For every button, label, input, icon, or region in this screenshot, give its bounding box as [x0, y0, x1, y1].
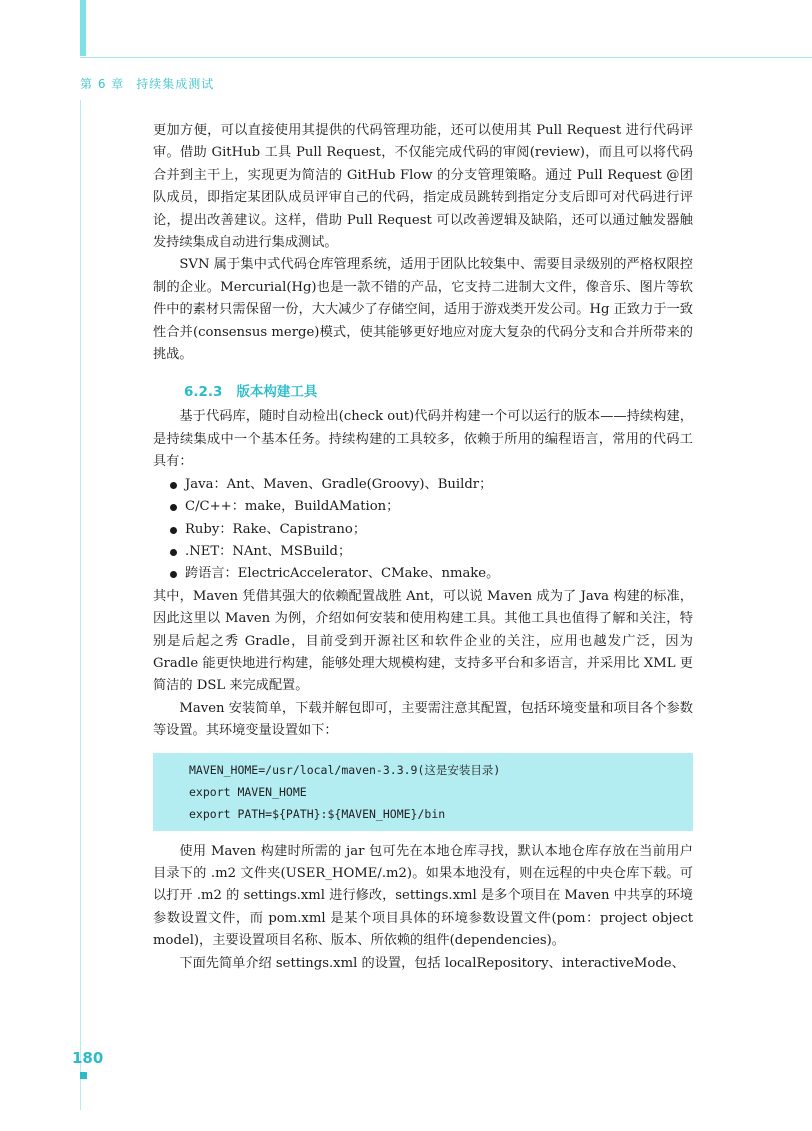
- paragraph-github: 更加方便，可以直接使用其提供的代码管理功能，还可以使用其 Pull Request 进行代码评审。借助 GitHub 工具 Pull Request，不仅能完成代码的审阅(review)，而且可以将代码合并到主干上，实现更为简洁的 GitHub Flow 的分支管理策略。通过 Pull Request @团队成员，即指定某团队成员评审自己的代码，指定成员跳转到指定分支后即可对代码进行评论，提出改善建议。这样，借助 Pull Request 可以改善逻辑及缺陷，还可以通过触发器触发持续集成自动进行集成测试。: [153, 123, 693, 251]
- page-marker-square: [80, 1072, 87, 1079]
- chapter-header: [80, 75, 214, 92]
- margin-rule: [80, 100, 81, 1110]
- code-block: [153, 753, 693, 831]
- section-title: 版本构建工具: [236, 384, 318, 401]
- section-number: 6.2.3: [184, 384, 223, 401]
- list-item: C/C++：make，BuildAMation；: [153, 496, 693, 518]
- tool-list: [153, 474, 693, 586]
- paragraph-svn: SVN 属于集中式代码仓库管理系统，适用于团队比较集中、需要目录级别的严格权限控制的企业。Mercurial(Hg)也是一款不错的产品，它支持二进制大文件，像音乐、图片等软件中的素材只需保留一份，大大减少了存储空间，适用于游戏类开发公司。Hg 正致力于一致性合并(consensus merge)模式，使其能够更好地应对庞大复杂的代码分支和合并所带来的挑战。: [153, 257, 693, 363]
- list-item: Java：Ant、Maven、Gradle(Groovy)、Buildr；: [153, 474, 693, 496]
- paragraph-section-intro: 基于代码库，随时自动检出(check out)代码并构建一个可以运行的版本——持续构建，是持续集成中一个基本任务。持续构建的工具较多，依赖于所用的编程语言，常用的代码工具有：: [153, 409, 693, 470]
- list-item: 跨语言：ElectricAccelerator、CMake、nmake。: [153, 563, 693, 585]
- chapter-label: 第 6 章: [80, 77, 125, 91]
- code-line: export PATH=${PATH}:${MAVEN_HOME}/bin: [189, 806, 446, 821]
- chapter-title: 持续集成测试: [136, 77, 215, 91]
- paragraph-settings: 下面先简单介绍 settings.xml 的设置，包括 localRepository、interactiveMode、: [179, 955, 685, 971]
- paragraph-repository: 使用 Maven 构建时所需的 jar 包可先在本地仓库寻找，默认本地仓库存放在当前用户目录下的 .m2 文件夹(USER_HOME/.m2)。如果本地没有，则在远程的中央仓库下载。可以打开 .m2 的 settings.xml 进行修改，settings.xml 是多个项目在 Maven 中共享的环境参数设置文件，而 pom.xml 是某个项目具体的环境参数设置文件(pom：project object model)，主要设置项目名称、版本、所依赖的组件(dependencies)。: [153, 843, 693, 949]
- code-line: export MAVEN_HOME: [189, 784, 307, 799]
- section-heading: [184, 380, 693, 400]
- paragraph-install: Maven 安装简单，下载并解包即可，主要需注意其配置，包括环境变量和项目各个参数等设置。其环境变量设置如下：: [153, 700, 693, 739]
- paragraph-maven: 其中，Maven 凭借其强大的依赖配置战胜 Ant，可以说 Maven 成为了 Java 构建的标准，因此这里以 Maven 为例，介绍如何安装和使用构建工具。其他工具也值得了解和关注，特别是后起之秀 Gradle，目前受到开源社区和软件企业的关注，应用也越发广泛，因为 Gradle 能更快地进行构建，能够处理大规模构建，支持多平台和多语言，并采用比 XML 更简洁的 DSL 来完成配置。: [153, 588, 693, 694]
- page-body: [153, 120, 693, 975]
- top-decoration-bar: [80, 0, 86, 56]
- list-item: .NET：NAnt、MSBuild；: [153, 541, 693, 563]
- page-number: 180: [72, 1049, 104, 1067]
- code-line: MAVEN_HOME=/usr/local/maven-3.3.9(这是安装目录): [189, 762, 501, 777]
- list-item: Ruby：Rake、Capistrano；: [153, 519, 693, 541]
- header-rule: [80, 57, 812, 58]
